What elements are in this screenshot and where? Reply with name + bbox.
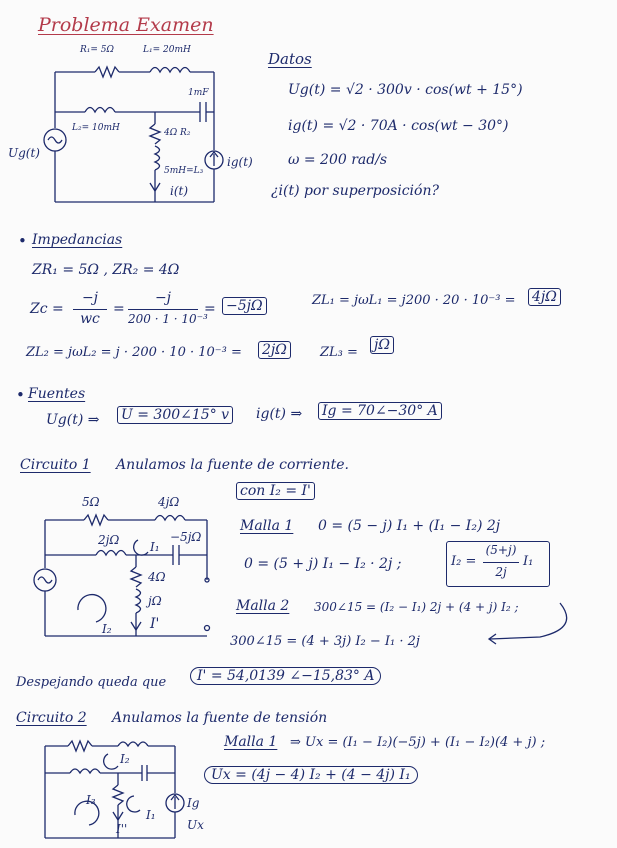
data-w: ω = 200 rad/s: [288, 152, 388, 168]
result-box: I' = 54,0139 ∠−15,83° A: [190, 667, 381, 685]
circuit2-desc: Anulamos la fuente de tensión: [112, 710, 328, 726]
mesh-arrow-icon: [104, 754, 118, 769]
i2-den: 2j: [495, 565, 507, 579]
zc-result-box: −5jΩ: [222, 297, 267, 315]
sources-ug-box: U = 300∠15° v: [117, 406, 233, 424]
i2-lhs: I₂ =: [451, 554, 477, 569]
label-i1: I₁: [146, 808, 156, 822]
z-resistors: ZR₁ = 5Ω , ZR₂ = 4Ω: [32, 262, 180, 278]
impedances-heading: Impedancias: [32, 232, 123, 248]
label-i2: I₂: [102, 622, 112, 636]
label-r2: 4Ω R₂: [164, 128, 191, 138]
label-5ohm: 5Ω: [82, 495, 100, 509]
label-2j: 2jΩ: [98, 533, 120, 547]
label-cap: 1mF: [188, 88, 209, 98]
zc-frac2-den: 200 · 1 · 10⁻³: [128, 312, 208, 326]
label-l1: L₁= 20mH: [143, 45, 191, 55]
label-l2: L₂= 10mH: [72, 123, 120, 133]
c2-malla1-label: Malla 1: [224, 734, 278, 750]
data-ug: Ug(t) = √2 · 300v · cos(wt + 15°): [288, 82, 523, 98]
inductor-icon: [118, 742, 148, 746]
data-ig: ig(t) = √2 · 70A · cos(wt − 30°): [288, 118, 509, 134]
label-iprime: I': [150, 616, 160, 632]
label-ig: Ig: [187, 796, 200, 810]
label-ipp: I'': [116, 822, 128, 836]
sources-heading: Fuentes: [28, 386, 86, 402]
data-question: ¿i(t) por superposición?: [271, 183, 439, 199]
malla1-eq2: 0 = (5 + j) I₁ − I₂ · 2j ;: [244, 556, 402, 572]
zl3-expression: ZL₃ =: [320, 345, 358, 360]
zc-eq: =: [204, 301, 216, 317]
malla2-eq1: 300∠15 = (I₂ − I₁) 2j + (4 + j) I₂ ;: [314, 600, 519, 614]
zl2-expression: ZL₂ = jωL₂ = j · 200 · 10 · 10⁻³ =: [26, 345, 242, 360]
mesh-arrow-icon: [127, 796, 140, 812]
zl2-result-box: 2jΩ: [258, 341, 291, 359]
label-ug: Ug(t): [8, 146, 40, 160]
con-box: con I₂ = I': [236, 482, 315, 500]
malla2-eq2: 300∠15 = (4 + 3j) I₂ − I₁ · 2j: [230, 634, 420, 649]
c2-malla1-eq1: ⇒ Ux = (I₁ − I₂)(−5j) + (I₁ − I₂)(4 + j) ;: [290, 735, 546, 750]
page-title: Problema Examen: [38, 14, 214, 36]
i2-num: (5+j): [485, 543, 517, 557]
label-i1: I₁: [150, 540, 160, 554]
label-johm: jΩ: [148, 594, 162, 608]
inductor-icon: [70, 769, 100, 773]
label-i3: I₃: [86, 793, 96, 807]
zl1-expression: ZL₁ = jωL₁ = j200 · 20 · 10⁻³ =: [312, 293, 516, 308]
malla2-label: Malla 2: [236, 598, 290, 614]
c2-result-box: Ux = (4j − 4) I₂ + (4 − 4j) I₁: [204, 766, 418, 784]
label-minus5j: −5jΩ: [170, 530, 202, 544]
zc-frac1-num: −j: [81, 290, 99, 306]
equals-sign: =: [113, 301, 125, 317]
malla1-label: Malla 1: [240, 518, 294, 534]
label-4j: 4jΩ: [158, 495, 180, 509]
label-it: i(t): [170, 184, 189, 198]
label-r1: R₁= 5Ω: [80, 45, 114, 55]
zl3-result-box: jΩ: [370, 336, 394, 354]
i2-rhs: I₁: [523, 554, 534, 569]
label-l3: 5mH=L₃: [164, 166, 204, 176]
zc-frac2-num: −j: [154, 290, 172, 306]
label-i2: I₂: [120, 752, 130, 766]
zc-frac1-den: wc: [80, 311, 100, 327]
zl1-result-box: 4jΩ: [528, 288, 561, 306]
circuit1-desc: Anulamos la fuente de corriente.: [116, 457, 349, 473]
resistor-icon: [113, 785, 123, 805]
label-ux: Ux: [187, 818, 204, 832]
sources-ig: ig(t) ⇒: [256, 406, 303, 422]
bullet: •: [18, 232, 27, 250]
result-text: Despejando queda que: [16, 675, 167, 690]
data-heading: Datos: [268, 50, 312, 68]
sources-ug: Ug(t) ⇒: [46, 412, 100, 428]
circuit2-heading: Circuito 2: [16, 710, 87, 726]
resistor-icon: [68, 741, 92, 751]
label-4ohm: 4Ω: [148, 570, 166, 584]
circuit1-heading: Circuito 1: [20, 457, 91, 473]
label-ig: ig(t): [227, 155, 253, 169]
zc-lhs: Zc =: [30, 301, 64, 317]
sources-ig-box: Ig = 70∠−30° A: [318, 402, 442, 420]
bullet: •: [16, 386, 25, 404]
malla1-eq1: 0 = (5 − j) I₁ + (I₁ − I₂) 2j: [318, 518, 501, 534]
